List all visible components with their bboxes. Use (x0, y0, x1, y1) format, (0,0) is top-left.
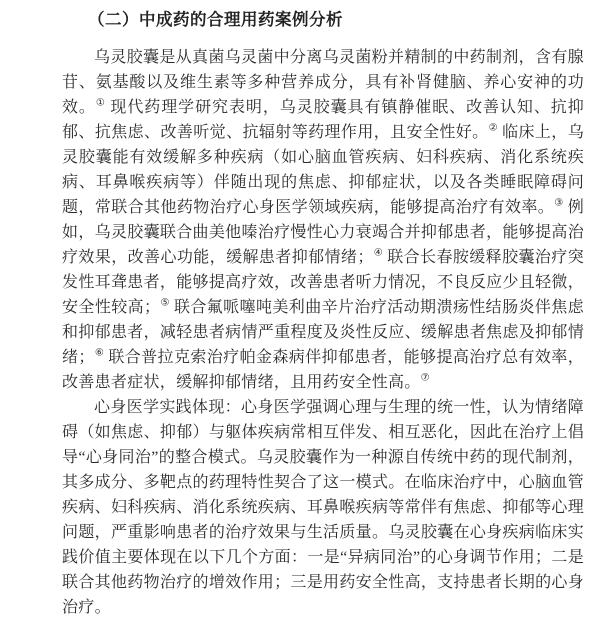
body-text: 联合氟哌噻吨美利曲辛片治疗活动期溃疡性结肠炎伴焦虑和抑郁患者，减轻患者病情严重程度及炎性反应、缓解患者焦虑及抑郁情绪； (62, 299, 584, 366)
footnote-marker: ⑤ (160, 297, 170, 309)
footnote-marker: ⑦ (420, 372, 430, 384)
body-text: 联合普拉克索治疗帕金森病伴抑郁患者，能够提高治疗总有效率，改善患者症状，缓解抑郁情绪，且用药安全性高。 (62, 349, 584, 391)
section-heading: （二）中成药的合理用药案例分析 (88, 11, 343, 29)
body-text: 例如，乌灵胶囊联合曲美他嗪治疗慢性心力衰竭合并抑郁患者，能够提高治疗效果，改善心功能，缓解患者抑郁情绪； (62, 199, 584, 266)
footnote-marker: ④ (373, 247, 383, 259)
body-text: 现代药理学研究表明，乌灵胶囊具有镇静催眠、改善认知、抗抑郁、抗焦虑、改善听觉、抗辐射等药理作用，且安全性好。 (62, 99, 584, 141)
body-text: 心身医学实践体现：心身医学强调心理与生理的统一性，认为情绪障碍（如焦虑、抑郁）与躯体疾病常相互伴发、相互恶化，因此在治疗上倡导“心身同治”的整合模式。乌灵胶囊作为一种源自传统中药的现代制剂，其多成分、多靶点的药理特性契合了这一模式。在临床治疗中，心脑血管疾病、妇科疾病、消化系统疾病、耳鼻喉疾病等常伴有焦虑、抑郁等心理问题，严重影响患者的治疗效果与生活质量。乌灵胶囊在心身疾病临床实践价值主要体现在以下几个方面：一是“异病同治”的心身调节作用；二是联合其他药物治疗的增效作用；三是用药安全性高，支持患者长期的心身治疗。 (62, 399, 584, 616)
footnote-marker: ③ (554, 197, 564, 209)
footnote-marker: ② (488, 122, 498, 134)
footnote-marker: ⑥ (94, 347, 104, 359)
paragraph-1 (62, 45, 584, 395)
footnote-marker: ① (95, 97, 106, 109)
body-text: 联合长春胺缓释胶囊治疗突发性耳聋患者，能够提高疗效，改善患者听力情况，不良反应少且轻微，安全性较高； (62, 249, 585, 316)
body-text: 临床上，乌灵胶囊能有效缓解多种疾病（如心脑血管疾病、妇科疾病、消化系统疾病、耳鼻喉疾病等）伴随出现的焦虑、抑郁症状，以及各类睡眠障碍问题，常联合其他药物治疗心身医学领域疾病，能够提高治疗有效率。 (62, 124, 584, 216)
paragraph-2 (62, 395, 584, 620)
body-text: 乌灵胶囊是从真菌乌灵菌中分离乌灵菌粉并精制的中药制剂，含有腺苷、氨基酸以及维生素等多种营养成分，具有补肾健脑、养心安神的功效。 (62, 49, 584, 116)
